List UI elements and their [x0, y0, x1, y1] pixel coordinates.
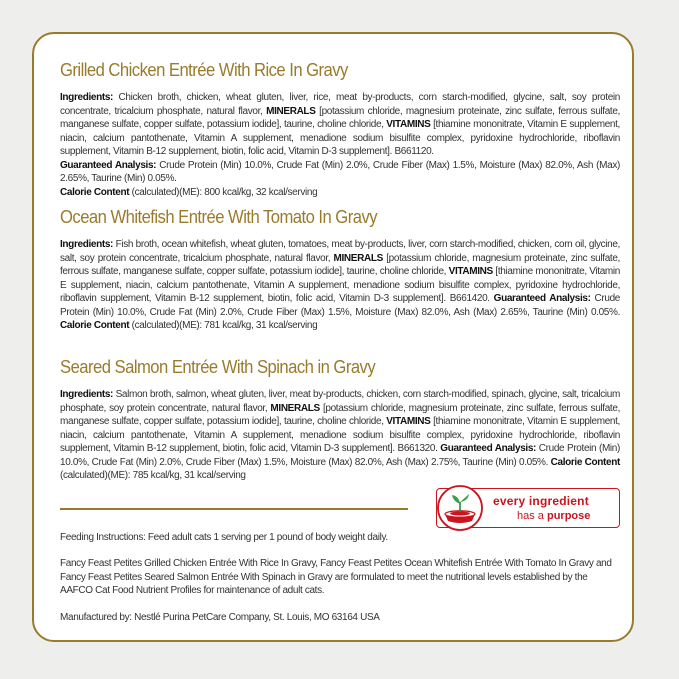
vitamins-text: [thiamine mononitrate, Vitamin E supplement, niacin, calcium pantothenate, Vitamin A supplement, menadione sodium bisulfite complex, pyridoxine hydrochloride, riboflavin supplement, Vitamin B-12 supplement, biotin, folic acid, Vitamin D-3 supplement]. B661120.	[60, 119, 620, 157]
aafco-statement: Fancy Feast Petites Grilled Chicken Entrée With Rice In Gravy, Fancy Feast Petites Ocean Whitefish Entrée With Tomato In Gravy and Fancy Feast Petites Seared Salmon Entrée With Spinach in Gravy are formulated to meet the nutritional levels established by the AAFCO Cat Food Nutrient Profiles for maintenance of adult cats.	[60, 558, 612, 596]
analysis-label: Guaranteed Analysis:	[493, 293, 591, 304]
product-title: Seared Salmon Entrée With Spinach in Gravy	[60, 356, 376, 377]
ingredients-text: Salmon broth, salmon, wheat gluten, liver, meat by-products, chicken, corn starch-modified, spinach, glycine, salt, tricalcium phosphate, soy protein concentrate, natural flavor,	[60, 389, 620, 414]
analysis-text: Crude Protein (Min) 10.0%, Crude Fat (Min) 2.0%, Crude Fiber (Max) 1.5%, Moisture (Max) 82.0%, Ash (Max) 2.75%, Taurine (Min) 0.05%.	[60, 443, 620, 468]
ingredients-text: Fish broth, ocean whitefish, wheat gluten, tomatoes, meat by-products, liver, corn starch-modified, chicken, corn oil, glycine, salt, soy protein concentrate, tricalcium phosphate, natural flavor,	[60, 239, 620, 264]
product-section-whitefish	[60, 206, 620, 333]
analysis-label: Guaranteed Analysis:	[60, 159, 157, 171]
ingredients-label: Ingredients:	[60, 92, 114, 103]
ingredients-label: Ingredients:	[60, 239, 114, 250]
food-bowl-sprout-icon	[435, 483, 485, 533]
label-card	[32, 32, 634, 642]
minerals-label: MINERALS	[333, 252, 383, 264]
product-section-chicken	[60, 59, 620, 199]
vitamins-text: [thiamine mononitrate, Vitamin E supplement, niacin, calcium pantothenate, Vitamin A supplement, menadione sodium bisulfite complex, pyridoxine hydrochloride, riboflavin supplement, Vitamin B-12 supplement, biotin, folic acid, Vitamin D-3 supplement]. B661320.	[60, 416, 620, 454]
calorie-label: Calorie Content	[60, 186, 130, 198]
ingredients-label: Ingredients:	[60, 389, 114, 400]
feeding-text: Feed adult cats 1 serving per 1 pound of body weight daily.	[147, 532, 388, 543]
every-ingredient-badge	[436, 488, 620, 528]
calorie-label: Calorie Content	[550, 456, 620, 468]
divider	[60, 508, 408, 510]
ingredients-text: Chicken broth, chicken, wheat gluten, liver, rice, meat by-products, corn starch-modified, glycine, salt, soy protein concentrate, tricalcium phosphate, natural flavor,	[60, 92, 620, 117]
manufacturer-line: Manufactured by: Nestlé Purina PetCare Company, St. Louis, MO 63164 USA	[60, 612, 380, 623]
badge-line-1: every ingredient	[493, 494, 589, 508]
vitamins-text: [thiamine mononitrate, Vitamin E supplement, niacin, calcium pantothenate, Vitamin A supplement, menadione sodium bisulfite complex, pyridoxine hydrochloride, riboflavin supplement, Vitamin B-12 supplement, biotin, folic acid, Vitamin D-3 supplement]. B661420.	[60, 266, 620, 304]
minerals-label: MINERALS	[270, 402, 320, 414]
minerals-label: MINERALS	[266, 105, 316, 117]
product-title: Grilled Chicken Entrée With Rice In Gravy	[60, 59, 348, 80]
product-details	[60, 91, 620, 199]
analysis-text: Crude Protein (Min) 10.0%, Crude Fat (Min) 2.0%, Crude Fiber (Max) 1.5%, Moisture (Max) 82.0%, Ash (Max) 2.65%, Taurine (Min) 0.05%.	[60, 159, 620, 184]
calorie-text: (calculated)(ME): 781 kcal/kg, 31 kcal/serving	[131, 320, 318, 331]
minerals-text: [potassium chloride, magnesium proteinate, zinc sulfate, ferrous sulfate, manganese sulfate, copper sulfate, potassium iodide], taurine, choline chloride,	[60, 252, 620, 277]
calorie-label: Calorie Content	[60, 320, 130, 331]
badge-line-2	[517, 510, 590, 522]
product-title: Ocean Whitefish Entrée With Tomato In Gravy	[60, 206, 378, 227]
minerals-text: [potassium chloride, magnesium proteinate, zinc sulfate, ferrous sulfate, manganese sulfate, copper sulfate, potassium iodide], taurine, choline chloride,	[60, 402, 620, 427]
calorie-text: (calculated)(ME): 800 kcal/kg, 32 kcal/serving	[131, 186, 318, 198]
badge-line-2-b: purpose	[546, 510, 591, 522]
vitamins-label: VITAMINS	[386, 416, 431, 427]
badge-line-2-a: has a	[517, 510, 544, 522]
product-section-salmon	[60, 356, 620, 483]
product-details	[60, 238, 620, 333]
feeding-instructions	[60, 531, 620, 545]
analysis-text: Crude Protein (Min) 10.0%, Crude Fat (Min) 2.0%, Crude Fiber (Max) 1.5%, Moisture (Max) 82.0%, Ash (Max) 2.65%, Taurine (Min) 0.05%.	[60, 293, 621, 318]
analysis-label: Guaranteed Analysis:	[440, 443, 537, 454]
product-details	[60, 388, 620, 483]
calorie-text: (calculated)(ME): 785 kcal/kg, 31 kcal/serving	[60, 470, 246, 481]
vitamins-label: VITAMINS	[448, 266, 493, 277]
feeding-label: Feeding Instructions:	[60, 532, 146, 543]
minerals-text: [potassium chloride, magnesium proteinate, zinc sulfate, ferrous sulfate, manganese sulfate, copper sulfate, potassium iodide], taurine, choline chloride,	[60, 105, 620, 130]
vitamins-label: VITAMINS	[386, 119, 431, 130]
